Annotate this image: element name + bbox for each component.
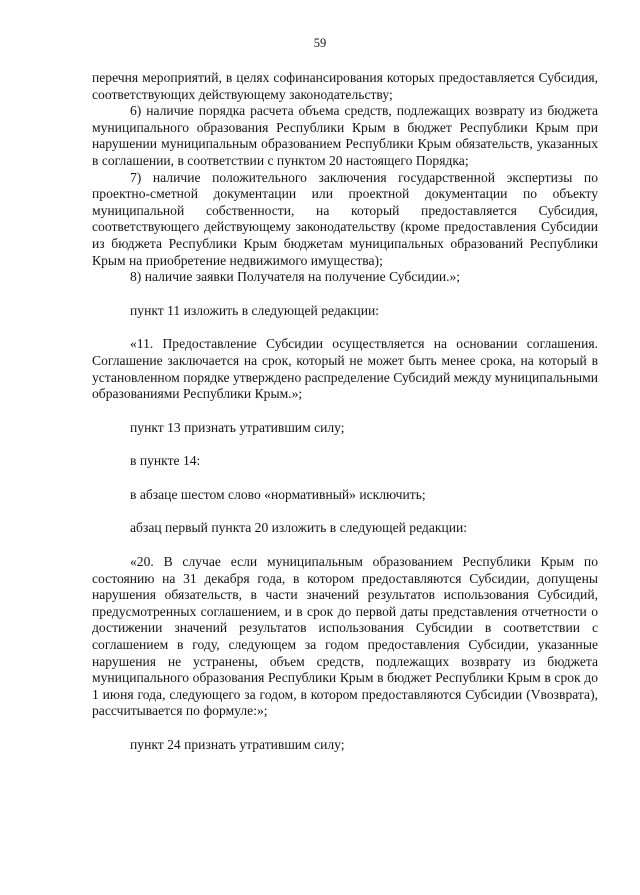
paragraph-point-14-change: в абзаце шестом слово «нормативный» исключить;: [130, 486, 426, 502]
paragraph-point-24: пункт 24 признать утратившим силу;: [130, 737, 345, 752]
paragraph-item-7: 7) наличие положительного заключения государственной экспертизы по проектно-сметной документации или проектной документации по объекту муниципальной собственности, на который предоставляется Субсидия, соответствующего действующему законодательству (кроме предоставления Субсидии из бюджета Республики Крым бюджетам муниципальных образований Республики Крым на приобретение недвижимого имущества);: [92, 169, 598, 268]
paragraph-item-6: 6) наличие порядка расчета объема средств, подлежащих возврату из бюджета муниципального образования Республики Крым в бюджет Республики Крым при нарушении муниципальным образованием Республики Крым обязательств, указанных в соглашении, в соответствии с пунктом 20 настоящего Порядка;: [92, 103, 598, 168]
paragraph-point-13: пункт 13 признать утратившим силу;: [130, 419, 345, 435]
paragraph-continuation: перечня мероприятий, в целях софинансирования которых предоставляется Субсидия, соответствующих действующему законодательству;: [92, 70, 598, 102]
paragraph-amend-point-11: пункт 11 изложить в следующей редакции:: [130, 302, 380, 318]
paragraph-amend-point-20: абзац первый пункта 20 изложить в следующей редакции:: [130, 520, 468, 536]
paragraph-point-14: в пункте 14:: [130, 453, 201, 469]
paragraph-point-11-text: «11. Предоставление Субсидии осуществляется на основании соглашения. Соглашение заключается на срок, который не может быть менее срока, на который в установленном порядке утверждено распределение Субсидий между муниципальными образованиями Республики Крым.»;: [92, 336, 598, 402]
paragraph-point-20-text: «20. В случае если муниципальным образованием Республики Крым по состоянию на 31 декабря года, в котором предоставляются Субсидии, допущены нарушения обязательств, в части значений результатов использования Субсидий, предусмотренных соглашением, и в срок до первой даты представления отчетности о достижении значений результатов использования Субсидии в соответствии с соглашением в году, следующем за годом предоставления Субсидии, указанные нарушения не устранены, объем средств, подлежащих возврату из бюджета муниципального образования Республики Крым в бюджет Республики Крым в срок до 1 июня года, следующего за годом, в котором предоставляются Субсидии (Vвозврата), рассчитывается по формуле:»;: [92, 554, 598, 719]
page-number: 59: [313, 36, 327, 50]
paragraph-item-8: 8) наличие заявки Получателя на получение Субсидии.»;: [130, 269, 461, 285]
document-body: [92, 70, 598, 754]
